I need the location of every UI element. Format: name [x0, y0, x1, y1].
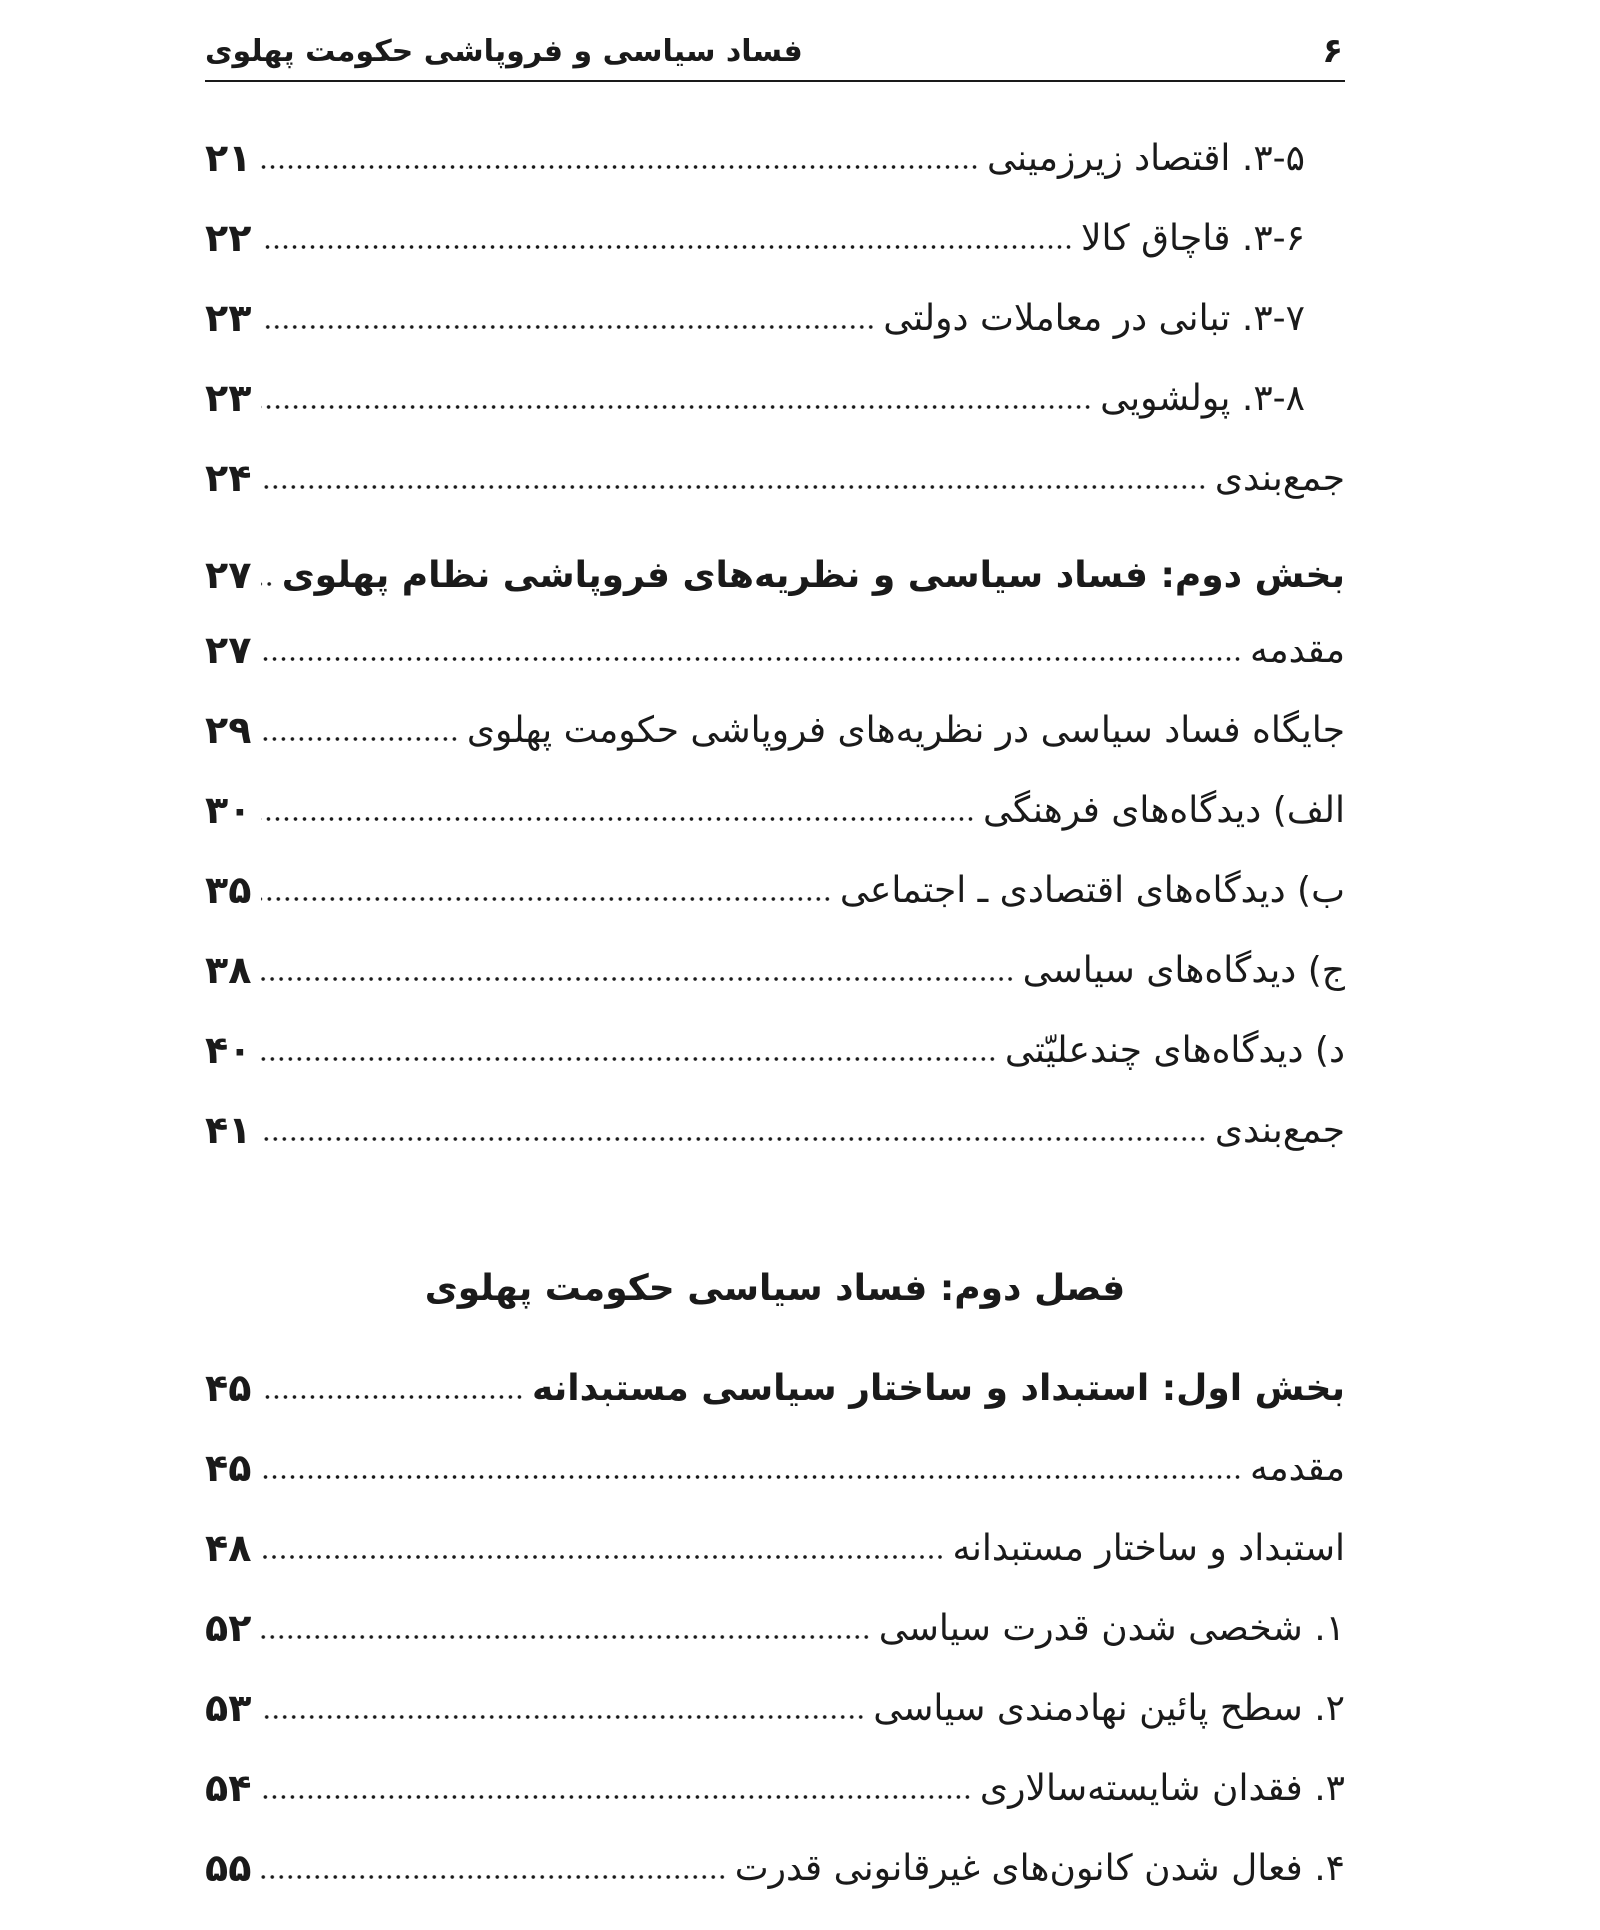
running-title: فساد سیاسی و فروپاشی حکومت پهلوی: [205, 33, 803, 69]
toc-entry-page: ۲۳: [205, 376, 252, 420]
dot-leader: [261, 1474, 1242, 1480]
toc-entry-page: ۴۸: [205, 1526, 252, 1570]
toc-entry-label: جمع‌بندی: [1214, 457, 1345, 499]
toc-entry-label: جمع‌بندی: [1214, 1109, 1345, 1151]
dot-leader: [261, 164, 979, 170]
toc-entry[interactable]: [205, 860, 1345, 920]
dot-leader: [261, 1714, 865, 1720]
dot-leader: [261, 816, 975, 822]
toc-entry-page: ۳۵: [205, 868, 252, 912]
toc-entry-label: ب) دیدگاه‌های اقتصادی ـ اجتماعی: [839, 869, 1345, 911]
toc-entry-label: بخش اول: استبداد و ساختار سیاسی مستبدانه: [531, 1367, 1345, 1409]
toc-entry-label: جایگاه فساد سیاسی در نظریه‌های فروپاشی حکومت پهلوی: [466, 709, 1345, 751]
toc-entry[interactable]: [205, 700, 1345, 760]
toc-entry-label: استبداد و ساختار مستبدانه: [952, 1527, 1345, 1569]
toc-entry-page: ۴۵: [205, 1446, 252, 1490]
toc-entry-label: مقدمه: [1250, 1447, 1345, 1489]
toc-entry[interactable]: [205, 1438, 1345, 1498]
dot-leader: [261, 1056, 997, 1062]
toc-section-entry[interactable]: [205, 1358, 1345, 1418]
toc-entry[interactable]: [205, 1518, 1345, 1578]
chapter-heading: فصل دوم: فساد سیاسی حکومت پهلوی: [424, 1268, 1126, 1309]
toc-entry-label: ۳. فقدان شایسته‌سالاری: [979, 1767, 1345, 1809]
toc-entry-page: ۲۴: [205, 456, 252, 500]
toc-entry[interactable]: [205, 448, 1345, 508]
toc-entry-page: ۲۷: [205, 553, 252, 597]
toc-entry-label: ج) دیدگاه‌های سیاسی: [1022, 949, 1345, 991]
toc-entry-page: ۳۸: [205, 948, 252, 992]
dot-leader: [261, 1136, 1207, 1142]
toc-entry[interactable]: [205, 1020, 1345, 1080]
dot-leader: [261, 1634, 871, 1640]
toc-entry-label: د) دیدگاه‌های چندعلیّتی: [1004, 1029, 1345, 1071]
toc-entry-page: ۲۹: [205, 708, 252, 752]
toc-entry-label: ۳-۵. اقتصاد زیرزمینی: [987, 137, 1305, 179]
dot-leader: [261, 484, 1207, 490]
toc-entry-label: الف) دیدگاه‌های فرهنگی: [982, 789, 1345, 831]
toc-entry[interactable]: [205, 368, 1345, 428]
toc-entry-page: ۲۱: [205, 136, 252, 180]
toc-entry-page: ۵۵: [205, 1846, 252, 1890]
toc-entry-label: ۴. فعال شدن کانون‌های غیرقانونی قدرت: [734, 1847, 1345, 1889]
dot-leader: [261, 581, 274, 587]
toc-entry-label: مقدمه: [1250, 629, 1345, 671]
toc-entry-page: ۵۳: [205, 1686, 252, 1730]
dot-leader: [261, 976, 1015, 982]
dot-leader: [261, 896, 832, 902]
page-header: [205, 22, 1345, 82]
toc-entry-page: ۴۱: [205, 1108, 252, 1152]
toc-entry-page: ۲۷: [205, 628, 252, 672]
dot-leader: [261, 1874, 727, 1880]
dot-leader: [261, 324, 875, 330]
toc-entry-page: ۵۲: [205, 1606, 252, 1650]
toc-entry-page: ۴۵: [205, 1366, 252, 1410]
toc-entry[interactable]: [205, 620, 1345, 680]
dot-leader: [261, 404, 1092, 410]
dot-leader: [261, 244, 1073, 250]
toc-entry-label: ۳-۸. پولشویی: [1100, 377, 1305, 419]
toc-entry-label: ۲. سطح پائین نهادمندی سیاسی: [873, 1687, 1345, 1729]
toc-entry[interactable]: [205, 940, 1345, 1000]
toc-entry[interactable]: [205, 128, 1345, 188]
dot-leader: [261, 656, 1242, 662]
toc-entry-label: ۳-۷. تبانی در معاملات دولتی: [883, 297, 1305, 339]
book-page: [205, 0, 1345, 1930]
dot-leader: [261, 1394, 524, 1400]
toc-entry[interactable]: [205, 1598, 1345, 1658]
dot-leader: [261, 736, 459, 742]
toc-entry-page: ۵۴: [205, 1766, 252, 1810]
dot-leader: [261, 1794, 972, 1800]
toc-entry[interactable]: [205, 288, 1345, 348]
toc-entry[interactable]: [205, 1100, 1345, 1160]
toc-entry[interactable]: [205, 780, 1345, 840]
toc-section-entry[interactable]: [205, 545, 1345, 605]
toc-entry-page: ۳۰: [205, 788, 252, 832]
toc-entry-label: ۱. شخصی شدن قدرت سیاسی: [878, 1607, 1345, 1649]
toc-entry-page: ۴۰: [205, 1028, 252, 1072]
toc-entry[interactable]: [205, 1758, 1345, 1818]
toc-entry[interactable]: [205, 208, 1345, 268]
toc-entry-page: ۲۲: [205, 216, 252, 260]
toc-entry-page: ۲۳: [205, 296, 252, 340]
page-number: ۶: [1322, 31, 1343, 71]
toc-entry-label: ۳-۶. قاچاق کالا: [1081, 217, 1305, 259]
toc-entry[interactable]: [205, 1678, 1345, 1738]
dot-leader: [261, 1554, 945, 1560]
toc-entry[interactable]: [205, 1838, 1345, 1898]
toc-entry-label: بخش دوم: فساد سیاسی و نظریه‌های فروپاشی نظام پهلوی: [281, 554, 1345, 596]
